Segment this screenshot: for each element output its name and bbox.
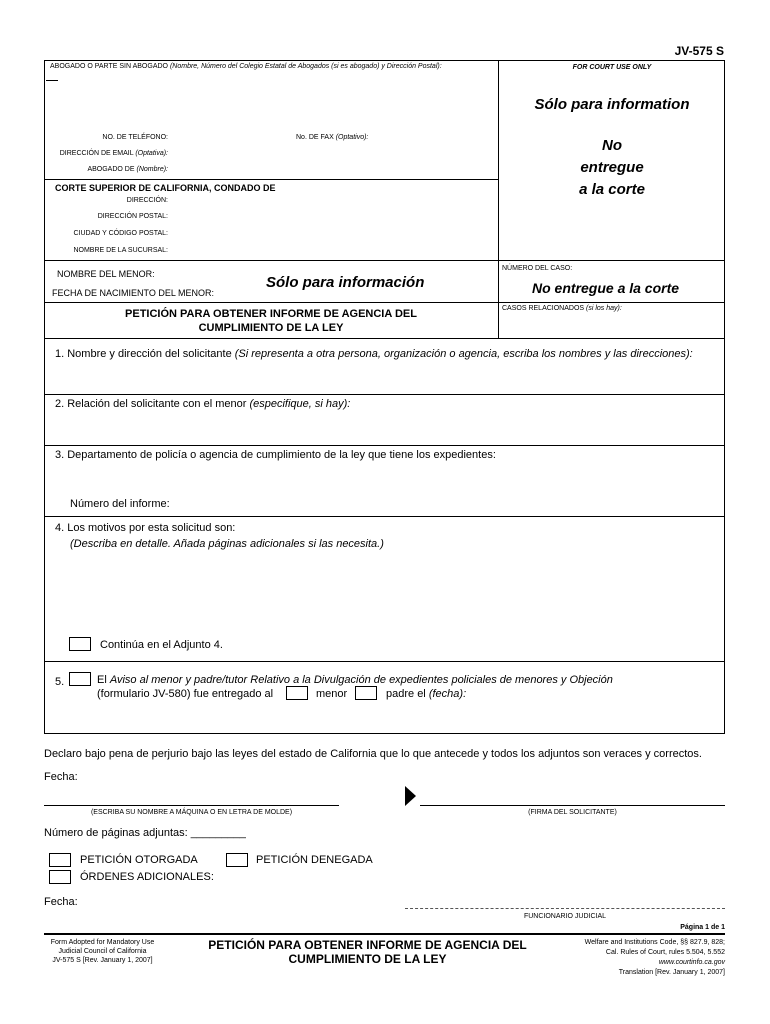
court-notice-1: Sólo para information [534,96,690,113]
adopted-note: Form Adopted for Mandatory Use Judicial Council of California JV-575 S [Rev. January 1, 2007] [50,939,155,964]
left-border [44,60,45,733]
city-zip-label: CIUDAD Y CÓDIGO POSTAL: [73,230,168,237]
report-number-label: Número del informe: [70,498,170,510]
address-label: DIRECCIÓN: [126,197,168,204]
item-5-line2: (formulario JV-580) fue entregado al [97,688,274,700]
denied-checkbox[interactable] [226,853,248,867]
attorney-label: ABOGADO O PARTE SIN ABOGADO (Nombre, Número del Colegio Estatal de Abogados (si es abogado) y Dirección Postal): [50,63,442,70]
minor-divider [44,260,725,261]
date-label: Fecha: [44,771,78,783]
court-use-label: FOR COURT USE ONLY [572,64,652,71]
date-label-2: Fecha: [44,896,78,908]
continued-checkbox[interactable] [69,637,91,651]
served-minor-label: menor [316,688,348,700]
phone-label: NO. DE TELÉFONO: [102,134,168,141]
branch-label: NOMBRE DE LA SUCURSAL: [73,247,168,254]
served-parent-label: padre el (fecha): [386,688,467,700]
item-1-label: 1. Nombre y dirección del solicitante (Si representa a otra persona, organización o agencia, escriba los nombres y las direcciones): [55,348,693,360]
served-parent-checkbox[interactable] [355,686,377,700]
judicial-officer-line[interactable] [405,908,725,909]
case-stamp: No entregue a la corte [532,280,680,296]
denied-label: PETICIÓN DENEGADA [256,854,373,866]
item-3-divider [44,516,725,517]
case-number-label: NÚMERO DEL CASO: [502,265,573,272]
mailing-label: DIRECCIÓN POSTAL: [97,213,168,220]
item-5-number: 5. [55,676,65,688]
form-title-2: CUMPLIMIENTO DE LA LEY [198,322,344,334]
item-4-label: 4. Los motivos por esta solicitud son: [55,522,236,534]
items-bottom-border [44,733,725,734]
judicial-officer-label: FUNCIONARIO JUDICIAL [523,913,607,920]
top-border [44,60,725,61]
court-title: CORTE SUPERIOR DE CALIFORNIA, CONDADO DE [55,183,276,193]
item-4-divider [44,661,725,662]
served-minor-checkbox[interactable] [286,686,308,700]
item-4-hint: (Describa en detalle. Añada páginas adicionales si las necesita.) [70,538,384,550]
arrow-icon [405,786,416,806]
additional-orders-label: ÓRDENES ADICIONALES: [80,871,214,883]
attached-pages-label: Número de páginas adjuntas: _________ [44,827,246,839]
minor-name-label: NOMBRE DEL MENOR: [57,269,155,279]
page-number: Página 1 de 1 [680,924,725,931]
item-2-label: 2. Relación del solicitante con el menor (especifique, si hay): [55,398,351,410]
notice-served-checkbox[interactable] [69,672,91,686]
right-border [724,60,725,733]
items-top-border [44,338,725,339]
minor-dob-label: FECHA DE NACIMIENTO DEL MENOR: [52,288,215,298]
title-divider [44,302,725,303]
court-notice-2: No [602,137,622,154]
item-1-divider [44,394,725,395]
print-name-line [44,805,339,806]
court-use-divider [498,60,499,338]
signature-label: (FIRMA DEL SOLICITANTE) [528,809,617,816]
signature-line[interactable] [420,805,725,806]
court-notice-3: entregue [580,159,644,176]
footer-border [44,933,725,935]
fax-label: No. DE FAX (Optativo): [296,134,369,141]
continued-label: Continúa en el Adjunto 4. [100,639,223,651]
granted-checkbox[interactable] [49,853,71,867]
item-3-label: 3. Departamento de policía o agencia de cumplimiento de la ley que tiene los expedientes: [55,449,496,461]
item-2-divider [44,445,725,446]
attorney-for-label: ABOGADO DE (Nombre): [87,166,168,173]
attorney-field-mark [46,80,58,81]
form-title-1: PETICIÓN PARA OBTENER INFORME DE AGENCIA DEL [125,308,417,320]
minor-stamp: Sólo para información [266,274,425,291]
footer-references: Welfare and Institutions Code, §§ 827.9, 828; Cal. Rules of Court, rules 5.504, 5.552 www.courtinfo.ca.gov Translation [Rev. January 1, 2007] [584,939,725,976]
court-divider [44,179,498,180]
print-name-label: (ESCRIBA SU NOMBRE A MÁQUINA O EN LETRA DE MOLDE) [90,809,293,816]
form-id: JV-575 S [674,44,724,58]
related-cases-label: CASOS RELACIONADOS (si los hay): [502,305,622,312]
item-5-text: El Aviso al menor y padre/tutor Relativo a la Divulgación de expedientes policiales de menores y Objeción [97,674,613,686]
footer-title: PETICIÓN PARA OBTENER INFORME DE AGENCIA DEL CUMPLIMIENTO DE LA LEY [208,938,527,966]
declaration: Declaro bajo pena de perjurio bajo las leyes del estado de California que lo que antecede y todos los adjuntos son veraces y correctos. [44,748,702,760]
court-notice-4: a la corte [579,181,645,198]
additional-orders-checkbox[interactable] [49,870,71,884]
granted-label: PETICIÓN OTORGADA [80,854,198,866]
email-label: DIRECCIÓN DE EMAIL (Optativa): [59,150,168,157]
